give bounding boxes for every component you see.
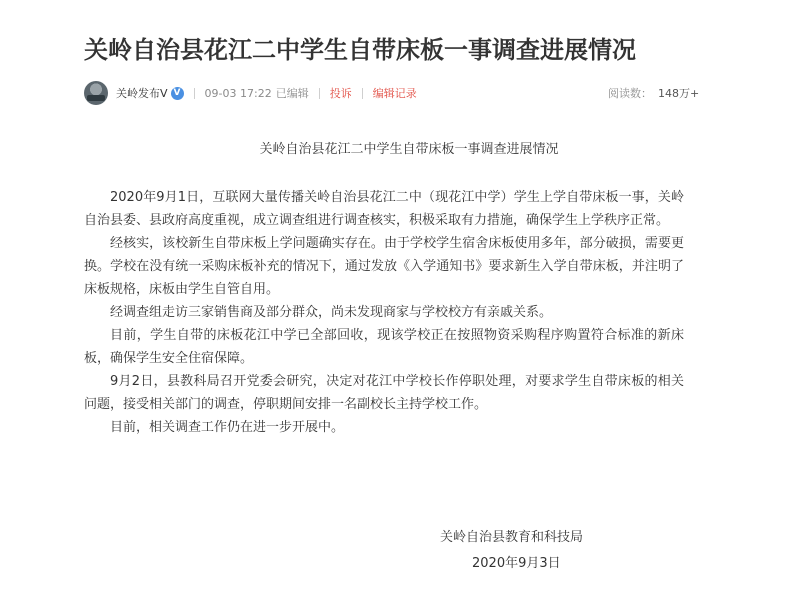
article-paragraph: 经核实，该校新生自带床板上学问题确实存在。由于学校学生宿舍床板使用多年，部分破损，需要更换。学校在没有统一采购床板补充的情况下，通过发放《入学通知书》要求新生入学自带床板，并注明了床板规格，床板由学生自管自用。: [84, 236, 684, 297]
signature-date: 2020年9月3日: [472, 556, 561, 571]
edit-log-link[interactable]: 编辑记录: [372, 87, 417, 100]
article-paragraph: 目前，学生自带的床板花江中学已全部回收，现该学校正在按照物资采购程序购置符合标准的新床板，确保学生安全住宿保障。: [84, 328, 684, 366]
article-title: 关岭自治县花江二中学生自带床板一事调查进展情况: [84, 36, 636, 64]
article-paragraph: 9月2日，县教科局召开党委会研究，决定对花江中学校长作停职处理，对要求学生自带床板的相关问题，接受相关部门的调查，停职期间安排一名副校长主持学校工作。: [84, 374, 684, 412]
edited-label: 已编辑: [275, 87, 309, 100]
verified-badge-icon: V: [171, 87, 184, 100]
article-body: [84, 140, 704, 439]
signature-organization: 关岭自治县教育和科技局: [440, 530, 584, 545]
article-paragraph: 2020年9月1日，互联网大量传播关岭自治县花江二中（现花江中学）学生上学自带床板一事，关岭自治县委、县政府高度重视，成立调查组进行调查核实，积极采取有力措施，确保学生上学秩序正常。: [84, 190, 684, 228]
complaint-link[interactable]: 投诉: [329, 87, 352, 100]
article-paragraph: 经调查组走访三家销售商及部分群众，尚未发现商家与学校校方有亲戚关系。: [110, 305, 553, 320]
article-paragraph: 目前，相关调查工作仍在进一步开展中。: [110, 420, 345, 435]
read-count-value: 148万+: [658, 87, 700, 100]
meta-divider: [319, 88, 320, 99]
meta-divider: [362, 88, 363, 99]
read-count-label: 阅读数：: [608, 87, 652, 100]
meta-divider: [194, 88, 195, 99]
author-avatar[interactable]: [84, 81, 108, 105]
author-name-link[interactable]: 关岭发布V: [116, 87, 168, 100]
read-count: [608, 80, 699, 106]
article-inner-title: 关岭自治县花江二中学生自带床板一事调查进展情况: [259, 142, 559, 157]
publish-time: 09-03 17:22: [204, 86, 272, 100]
